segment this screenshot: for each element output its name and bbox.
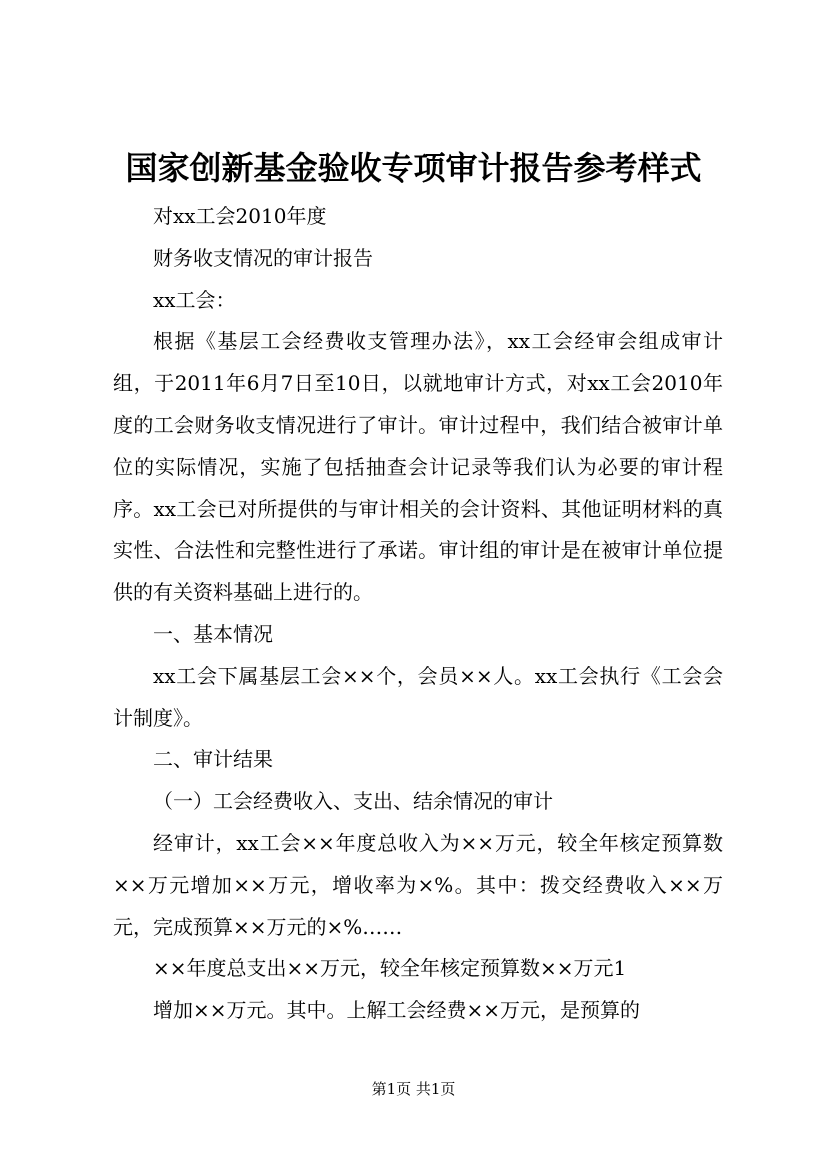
paragraph-6: xx工会下属基层工会××个，会员××人。xx工会执行《工会会计制度》。 xyxy=(113,663,723,730)
document-body xyxy=(113,196,723,1032)
paragraph-5: 一、基本情况 xyxy=(153,621,273,646)
paragraph-3: xx工会： xyxy=(153,287,236,312)
paragraph-9: 经审计，xx工会××年度总收入为××万元，较全年核定预算数××万元增加××万元，增收率为×%。其中：拨交经费收入××万元，完成预算××万元的×%…… xyxy=(113,830,723,939)
paragraph-1: 对xx工会2010年度 xyxy=(153,204,327,228)
paragraph-4: 根据《基层工会经费收支管理办法》，xx工会经审会组成审计组，于2011年6月7日至10日，以就地审计方式，对xx工会2010年度的工会财务收支情况进行了审计。审计过程中，我们结合被审计单位的实际情况，实施了包括抽查会计记录等我们认为必要的审计程序。xx工会已对所提供的与审计相关的会计资料、其他证明材料的真实性、合法性和完整性进行了承诺。审计组的审计是在被审计单位提供的有关资料基础上进行的。 xyxy=(113,329,723,605)
paragraph-10: ××年度总支出××万元，较全年核定预算数××万元1 xyxy=(153,956,627,981)
paragraph-7: 二、审计结果 xyxy=(153,747,273,772)
paragraph-2: 财务收支情况的审计报告 xyxy=(153,245,373,270)
document-title: 国家创新基金验收专项审计报告参考样式 xyxy=(125,149,702,187)
paragraph-8: （一）工会经费收入、支出、结余情况的审计 xyxy=(153,789,553,814)
page-number-footer: 第1页 共1页 xyxy=(371,1080,456,1098)
paragraph-11: 增加××万元。其中。上解工会经费××万元，是预算的 xyxy=(153,998,641,1023)
